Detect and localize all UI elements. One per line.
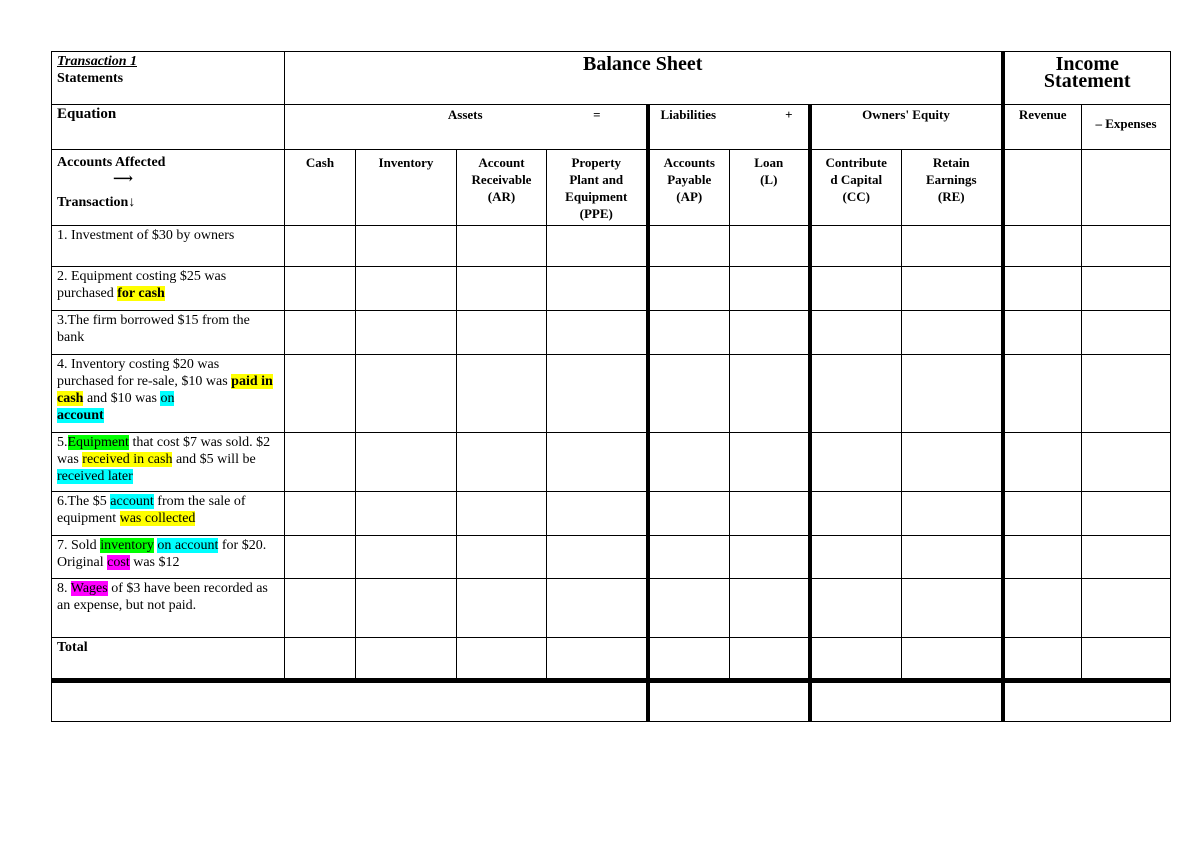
highlight-cost: cost	[107, 555, 130, 570]
equation-label: Equation	[52, 105, 285, 150]
column-header-line: Contribute	[825, 155, 887, 170]
cell[interactable]	[457, 226, 547, 267]
cell[interactable]	[547, 267, 648, 311]
transaction-text: was $12	[129, 555, 180, 570]
cell[interactable]	[285, 355, 356, 433]
cell[interactable]	[356, 226, 457, 267]
cell[interactable]	[285, 638, 356, 681]
cell[interactable]	[902, 355, 1003, 433]
transaction-text: 2. Equipment costing $25 was purchased	[57, 269, 227, 301]
highlight-on-account: on account	[157, 538, 219, 553]
table-row	[52, 311, 1171, 355]
column-header-line: Account	[478, 155, 525, 170]
cell[interactable]	[648, 536, 730, 579]
cell[interactable]	[1082, 311, 1171, 355]
cell[interactable]	[648, 311, 730, 355]
transaction-title: Transaction 1	[57, 54, 137, 69]
cell[interactable]	[648, 355, 730, 433]
transaction-text: and $10 was	[83, 391, 161, 406]
cell[interactable]	[648, 579, 730, 638]
highlight-for-cash: for cash	[117, 286, 165, 301]
column-header-line: Earnings	[925, 172, 977, 187]
cell[interactable]	[547, 355, 648, 433]
highlight-received-in-cash: received in cash	[82, 452, 173, 467]
cell[interactable]	[1082, 267, 1171, 311]
cell[interactable]	[457, 492, 547, 536]
cell[interactable]	[457, 638, 547, 681]
transaction-text: 7. Sold	[57, 538, 101, 553]
column-header-cc	[810, 150, 902, 226]
assets-group	[285, 105, 648, 150]
plus-sign: +	[785, 107, 793, 122]
column-header-ppe	[547, 150, 648, 226]
cell[interactable]	[730, 579, 810, 638]
cell[interactable]	[1082, 355, 1171, 433]
cell[interactable]	[810, 536, 902, 579]
cell[interactable]	[902, 492, 1003, 536]
cell[interactable]	[648, 492, 730, 536]
accounts-affected-label: Accounts Affected	[57, 155, 166, 170]
table-row	[52, 433, 1171, 492]
cell[interactable]	[547, 638, 648, 681]
column-header-line: (RE)	[937, 189, 965, 204]
owners-equity-label: Owners' Equity	[810, 105, 1003, 150]
highlight-wages: Wages	[70, 581, 108, 596]
cell[interactable]	[285, 267, 356, 311]
cell[interactable]	[285, 311, 356, 355]
liabilities-total-cell[interactable]	[648, 681, 810, 722]
transaction-label: Transaction	[57, 195, 129, 210]
column-header-line: Accounts	[663, 155, 715, 170]
cell[interactable]	[285, 226, 356, 267]
cell[interactable]	[356, 355, 457, 433]
cell[interactable]	[730, 492, 810, 536]
cell[interactable]	[730, 311, 810, 355]
cell[interactable]	[1003, 226, 1082, 267]
transaction-text: 6.The $5	[57, 494, 111, 509]
cell[interactable]	[648, 226, 730, 267]
column-header-line: (AP)	[676, 189, 703, 204]
summary-row	[52, 681, 1171, 722]
column-header-line: Equipment	[565, 189, 628, 204]
table-row	[52, 267, 1171, 311]
balance-sheet-heading: Balance Sheet	[285, 52, 1003, 105]
cell[interactable]	[1003, 433, 1082, 492]
cell[interactable]	[1082, 536, 1171, 579]
highlight-inventory: inventory	[100, 538, 154, 553]
column-header-line: Receivable	[471, 172, 532, 187]
cell[interactable]	[547, 311, 648, 355]
cell[interactable]	[1082, 579, 1171, 638]
income-total-cell[interactable]	[1003, 681, 1171, 722]
cell[interactable]	[356, 433, 457, 492]
transaction-8	[52, 579, 285, 638]
column-header-ap	[648, 150, 730, 226]
highlight-account: account	[57, 408, 104, 423]
transaction-6	[52, 492, 285, 536]
equity-total-cell[interactable]	[810, 681, 1003, 722]
column-header-line: (AR)	[487, 189, 516, 204]
cell[interactable]	[1003, 579, 1082, 638]
cell[interactable]	[730, 638, 810, 681]
transaction-7	[52, 536, 285, 579]
column-header-line: d Capital	[830, 172, 883, 187]
cell[interactable]	[810, 492, 902, 536]
column-header-ar	[457, 150, 547, 226]
transaction-text: from the sale of equipment	[57, 494, 246, 526]
transaction-2	[52, 267, 285, 311]
cell[interactable]	[1003, 311, 1082, 355]
table-row	[52, 226, 1171, 267]
cell[interactable]	[457, 311, 547, 355]
column-header-line: Cash	[305, 155, 335, 170]
transaction-1	[52, 226, 285, 267]
transaction-text: 4. Inventory costing $20 was purchased for re-sale, $10 was	[57, 357, 232, 389]
transaction-5	[52, 433, 285, 492]
table-row	[52, 536, 1171, 579]
total-label: Total	[52, 638, 285, 681]
cell[interactable]	[547, 433, 648, 492]
equals-sign: =	[593, 107, 601, 122]
cell[interactable]	[356, 536, 457, 579]
cell[interactable]	[547, 536, 648, 579]
highlight-was-collected: was collected	[119, 511, 196, 526]
column-header-line: (L)	[760, 172, 778, 187]
cell[interactable]	[1082, 433, 1171, 492]
transaction-text: 3.The firm borrowed $15 from the bank	[57, 313, 250, 345]
table-row	[52, 355, 1171, 433]
cell[interactable]	[285, 433, 356, 492]
cell[interactable]	[1082, 226, 1171, 267]
cell[interactable]	[457, 536, 547, 579]
cell[interactable]	[902, 267, 1003, 311]
transaction-text: of $3 have been recorded as an expense, but not paid.	[57, 581, 268, 613]
highlight-on: on	[160, 391, 175, 406]
cell[interactable]	[547, 226, 648, 267]
cell[interactable]	[730, 226, 810, 267]
transaction-text: for $20. Original	[57, 538, 267, 570]
transaction-text: 8.	[57, 581, 71, 596]
cell[interactable]	[730, 355, 810, 433]
liabilities-label: Liabilities	[660, 107, 717, 122]
income-statement-heading	[1003, 52, 1171, 105]
cell[interactable]	[1003, 355, 1082, 433]
arrow-down-icon: ↓	[128, 195, 136, 210]
income-statement-line1: Income	[1055, 53, 1119, 75]
revenue-header-cell	[1003, 150, 1082, 226]
cell[interactable]	[285, 579, 356, 638]
transaction-text: 1. Investment of $30 by owners	[57, 228, 235, 243]
statements-label: Statements	[57, 71, 124, 86]
cell[interactable]	[356, 579, 457, 638]
highlight-account: account	[110, 494, 154, 509]
cell[interactable]	[1082, 492, 1171, 536]
cell[interactable]	[457, 433, 547, 492]
expenses-header-cell	[1082, 150, 1171, 226]
cell[interactable]	[730, 536, 810, 579]
column-header-line: Payable	[667, 172, 712, 187]
cell[interactable]	[457, 267, 547, 311]
column-header-inventory	[356, 150, 457, 226]
table-row	[52, 492, 1171, 536]
cell[interactable]	[356, 267, 457, 311]
cell[interactable]	[810, 638, 902, 681]
transaction-text: and $5 will be	[172, 452, 256, 467]
cell[interactable]	[648, 638, 730, 681]
column-header-line: Retain	[932, 155, 970, 170]
accounts-affected-cell	[52, 150, 285, 226]
cell[interactable]	[810, 433, 902, 492]
cell[interactable]	[356, 638, 457, 681]
cell[interactable]	[1082, 638, 1171, 681]
column-header-line: Property	[571, 155, 622, 170]
liabilities-group	[648, 105, 810, 150]
transaction-worksheet	[51, 51, 1171, 722]
cell[interactable]	[1003, 267, 1082, 311]
column-header-loan	[730, 150, 810, 226]
assets-label: Assets	[447, 107, 483, 122]
cell[interactable]	[1003, 638, 1082, 681]
cell[interactable]	[902, 311, 1003, 355]
cell[interactable]	[356, 311, 457, 355]
cell[interactable]	[285, 536, 356, 579]
table-row	[52, 579, 1171, 638]
table-row	[52, 638, 1171, 681]
cell[interactable]	[547, 492, 648, 536]
transaction-4	[52, 355, 285, 433]
cell[interactable]	[810, 226, 902, 267]
cell[interactable]	[457, 355, 547, 433]
cell[interactable]	[902, 226, 1003, 267]
cell[interactable]	[810, 355, 902, 433]
transaction-3	[52, 311, 285, 355]
column-header-re	[902, 150, 1003, 226]
revenue-label: Revenue	[1003, 105, 1082, 150]
income-statement-line2: Statement	[1043, 70, 1131, 92]
cell[interactable]	[285, 492, 356, 536]
cell[interactable]	[810, 267, 902, 311]
cell[interactable]	[547, 579, 648, 638]
assets-total-cell[interactable]	[52, 681, 648, 722]
title-cell	[52, 52, 285, 105]
column-header-line: (PPE)	[579, 206, 613, 221]
highlight-paid-in-cash: paid in cash	[57, 374, 273, 406]
column-header-line: (CC)	[842, 189, 870, 204]
cell[interactable]	[457, 579, 547, 638]
column-header-cash	[285, 150, 356, 226]
column-header-line: Plant and	[569, 172, 624, 187]
cell[interactable]	[810, 311, 902, 355]
cell[interactable]	[648, 267, 730, 311]
expenses-label: – Expenses	[1082, 105, 1171, 150]
cell[interactable]	[356, 492, 457, 536]
column-header-line: Inventory	[378, 155, 434, 170]
cell[interactable]	[1003, 536, 1082, 579]
cell[interactable]	[902, 638, 1003, 681]
column-header-line: Loan	[754, 155, 784, 170]
cell[interactable]	[810, 579, 902, 638]
cell[interactable]	[902, 536, 1003, 579]
transaction-text: 5.	[57, 435, 68, 450]
cell[interactable]	[730, 267, 810, 311]
cell[interactable]	[730, 433, 810, 492]
cell[interactable]	[1003, 492, 1082, 536]
cell[interactable]	[902, 433, 1003, 492]
transaction-text: that cost $7 was sold. $2 was	[57, 435, 271, 467]
arrow-right-icon: ⟶	[113, 172, 134, 187]
cell[interactable]	[902, 579, 1003, 638]
highlight-received-later: received later	[57, 469, 133, 484]
highlight-equipment: Equipment	[67, 435, 129, 450]
cell[interactable]	[648, 433, 730, 492]
